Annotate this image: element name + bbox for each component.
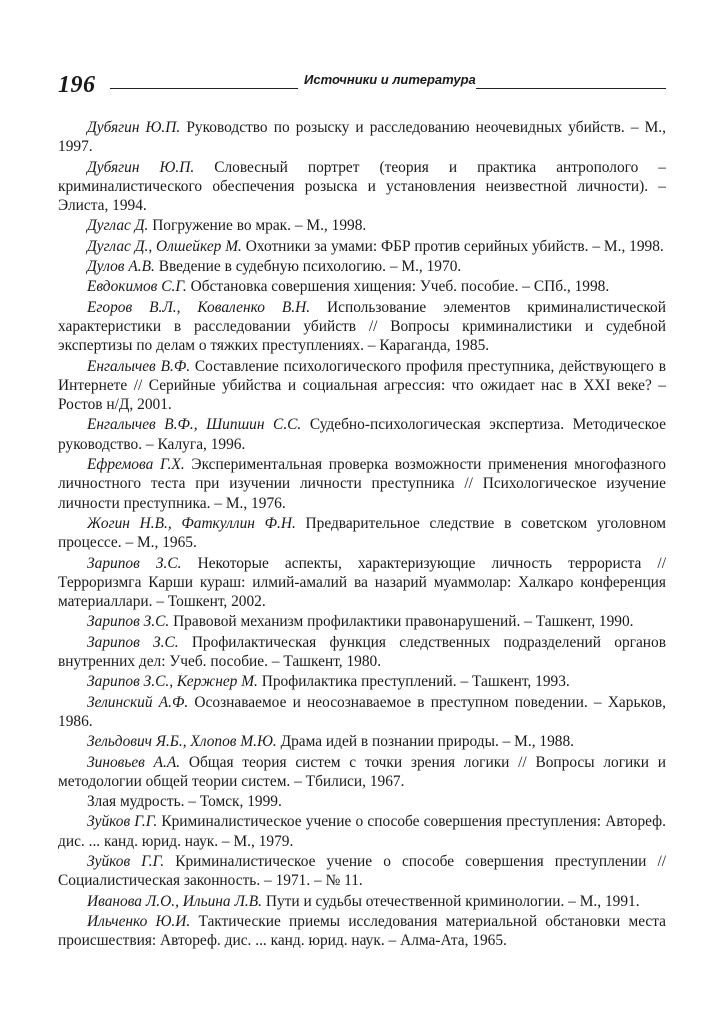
entry-text: Руководство по розыску и расследованию неочевидных убийств. – М., 1997. bbox=[58, 119, 667, 156]
bibliography-entry bbox=[58, 415, 666, 454]
bibliography-entry bbox=[58, 298, 666, 356]
bibliography-entry bbox=[58, 792, 666, 811]
bibliography-entry bbox=[58, 812, 666, 851]
entry-author: Дубягин Ю.П. bbox=[87, 119, 181, 136]
entry-text: Введение в судебную психологию. – М., 1970. bbox=[154, 258, 462, 276]
entry-author: Ефремова Г.Х. bbox=[87, 456, 185, 474]
entry-text: Пути и судьбы отечественной криминологии. – М., 1991. bbox=[262, 892, 640, 910]
bibliography-entry bbox=[58, 912, 666, 951]
page-number: 196 bbox=[58, 72, 96, 98]
entry-text: Некоторые аспекты, характеризующие личность террориста // Терроризмга Карши кураш: илмий-амалий ва назарий муаммолар: Халкаро конференция материаллари. – Тошкент, 2002. bbox=[58, 554, 666, 611]
entry-author: Зарипов З.С. bbox=[87, 613, 170, 631]
bibliography-entry bbox=[58, 892, 666, 911]
entry-author: Дубягин Ю.П. bbox=[87, 158, 195, 176]
entry-text: Профилактика преступлений. – Ташкент, 1993. bbox=[257, 673, 570, 691]
header-rule-right bbox=[476, 88, 666, 89]
bibliography-entry bbox=[58, 732, 666, 751]
bibliography-entry bbox=[58, 612, 666, 631]
entry-author: Енгалычев В.Ф., Шипшин С.С. bbox=[87, 416, 302, 434]
entry-author: Дуглас Д., Олшейкер М. bbox=[87, 237, 242, 255]
bibliography-entry bbox=[58, 455, 666, 513]
entry-text: Правовой механизм профилактики правонарушений. – Ташкент, 1990. bbox=[169, 613, 634, 631]
entry-author: Жогин Н.В., Фаткуллин Ф.Н. bbox=[87, 514, 296, 532]
entry-text: Предварительное следствие в советском уголовном процессе. – М., 1965. bbox=[58, 514, 666, 552]
entry-text: Судебно-психологическая экспертиза. Методическое руководство. – Калуга, 1996. bbox=[58, 416, 666, 453]
entry-author: Дулов А.В. bbox=[87, 258, 155, 276]
bibliography-entry bbox=[58, 277, 666, 296]
bibliography-entry bbox=[58, 753, 666, 792]
entry-text: Экспериментальная проверка возможности применения многофазного личностного теста при изучении личности преступника // Психологическое изучение личности преступника. – М., 1976. bbox=[58, 456, 666, 512]
running-header-title: Источники и литература bbox=[304, 72, 476, 87]
entry-text: Охотники за умами: ФБР против серийных убийств. – М., 1998. bbox=[241, 237, 664, 255]
entry-text: Злая мудрость. – Томск, 1999. bbox=[87, 793, 282, 811]
entry-text: Криминалистическое учение о способе совершения преступления: Автореф. дис. ... канд. юрид. наук. – М., 1979. bbox=[58, 813, 666, 850]
entry-text: Словесный портрет (теория и практика антрополого – криминалистического обеспечения розыска и установления неизвестной личности). – Элиста, 1994. bbox=[58, 158, 667, 215]
entry-author: Зиновьев А.А. bbox=[87, 753, 181, 771]
entry-text: Осознаваемое и неосознаваемое в преступном поведении. – Харьков, 1986. bbox=[58, 693, 666, 730]
entry-author: Зарипов З.С., Кержнер М. bbox=[87, 673, 258, 691]
bibliography-entry bbox=[58, 118, 666, 157]
bibliography-entry bbox=[58, 514, 666, 553]
entry-text: Использование элементов криминалистической характеристики в расследовании убийств // Вопросы криминалистики и судебной экспертизы по делам о тяжких преступлениях. – Караганда, 1985. bbox=[58, 298, 666, 355]
entry-author: Зуйков Г.Г. bbox=[87, 852, 165, 870]
bibliography-entry bbox=[58, 633, 666, 672]
entry-author: Зарипов З.С. bbox=[87, 633, 179, 651]
header-rule-left bbox=[110, 88, 298, 89]
entry-text: Профилактическая функция следственных подразделений органов внутренних дел: Учеб. пособие. – Ташкент, 1980. bbox=[58, 633, 666, 671]
entry-author: Евдокимов С.Г. bbox=[87, 278, 187, 296]
entry-author: Иванова Л.О., Ильина Л.В. bbox=[87, 892, 262, 910]
bibliography-entry bbox=[58, 672, 666, 691]
entry-author: Дуглас Д. bbox=[87, 217, 149, 235]
bibliography-list bbox=[58, 118, 666, 951]
bibliography-entry bbox=[58, 852, 666, 891]
bibliography-entry bbox=[58, 357, 666, 415]
entry-author: Енгалычев В.Ф. bbox=[87, 357, 191, 375]
bibliography-entry bbox=[58, 237, 666, 256]
entry-author: Ильченко Ю.И. bbox=[87, 912, 191, 930]
bibliography-entry bbox=[58, 158, 666, 216]
bibliography-entry bbox=[58, 257, 666, 276]
bibliography-entry bbox=[58, 216, 666, 235]
entry-author: Зарипов З.С. bbox=[87, 554, 182, 572]
entry-text: Драма идей в познании природы. – М., 1988. bbox=[276, 733, 575, 751]
bibliography-entry bbox=[58, 693, 666, 732]
entry-text: Составление психологического профиля преступника, действующего в Интернете // Серийные убийства и социальная агрессия: что ожидает нас в XXI веке? – Ростов н/Д, 2001. bbox=[58, 357, 667, 414]
entry-author: Зуйков Г.Г. bbox=[87, 813, 158, 831]
entry-text: Общая теория систем с точки зрения логики // Вопросы логики и методологии общей теории систем. – Тбилиси, 1967. bbox=[58, 753, 666, 790]
entry-text: Криминалистическое учение о способе совершения преступлении // Социалистическая законность. – 1971. – № 11. bbox=[58, 852, 667, 890]
entry-text: Погружение во мрак. – М., 1998. bbox=[148, 217, 367, 235]
entry-author: Зельдович Я.Б., Хлопов М.Ю. bbox=[87, 733, 277, 751]
page-header bbox=[58, 70, 666, 98]
entry-text: Обстановка совершения хищения: Учеб. пособие. – СПб., 1998. bbox=[186, 278, 610, 296]
entry-text: Тактические приемы исследования материальной обстановки места происшествия: Автореф. дис. ... канд. юрид. наук. – Алма-Ата, 1965. bbox=[58, 912, 666, 950]
bibliography-entry bbox=[58, 554, 666, 612]
entry-author: Егоров В.Л., Коваленко В.Н. bbox=[87, 298, 311, 316]
entry-author: Зелинский А.Ф. bbox=[87, 693, 189, 711]
